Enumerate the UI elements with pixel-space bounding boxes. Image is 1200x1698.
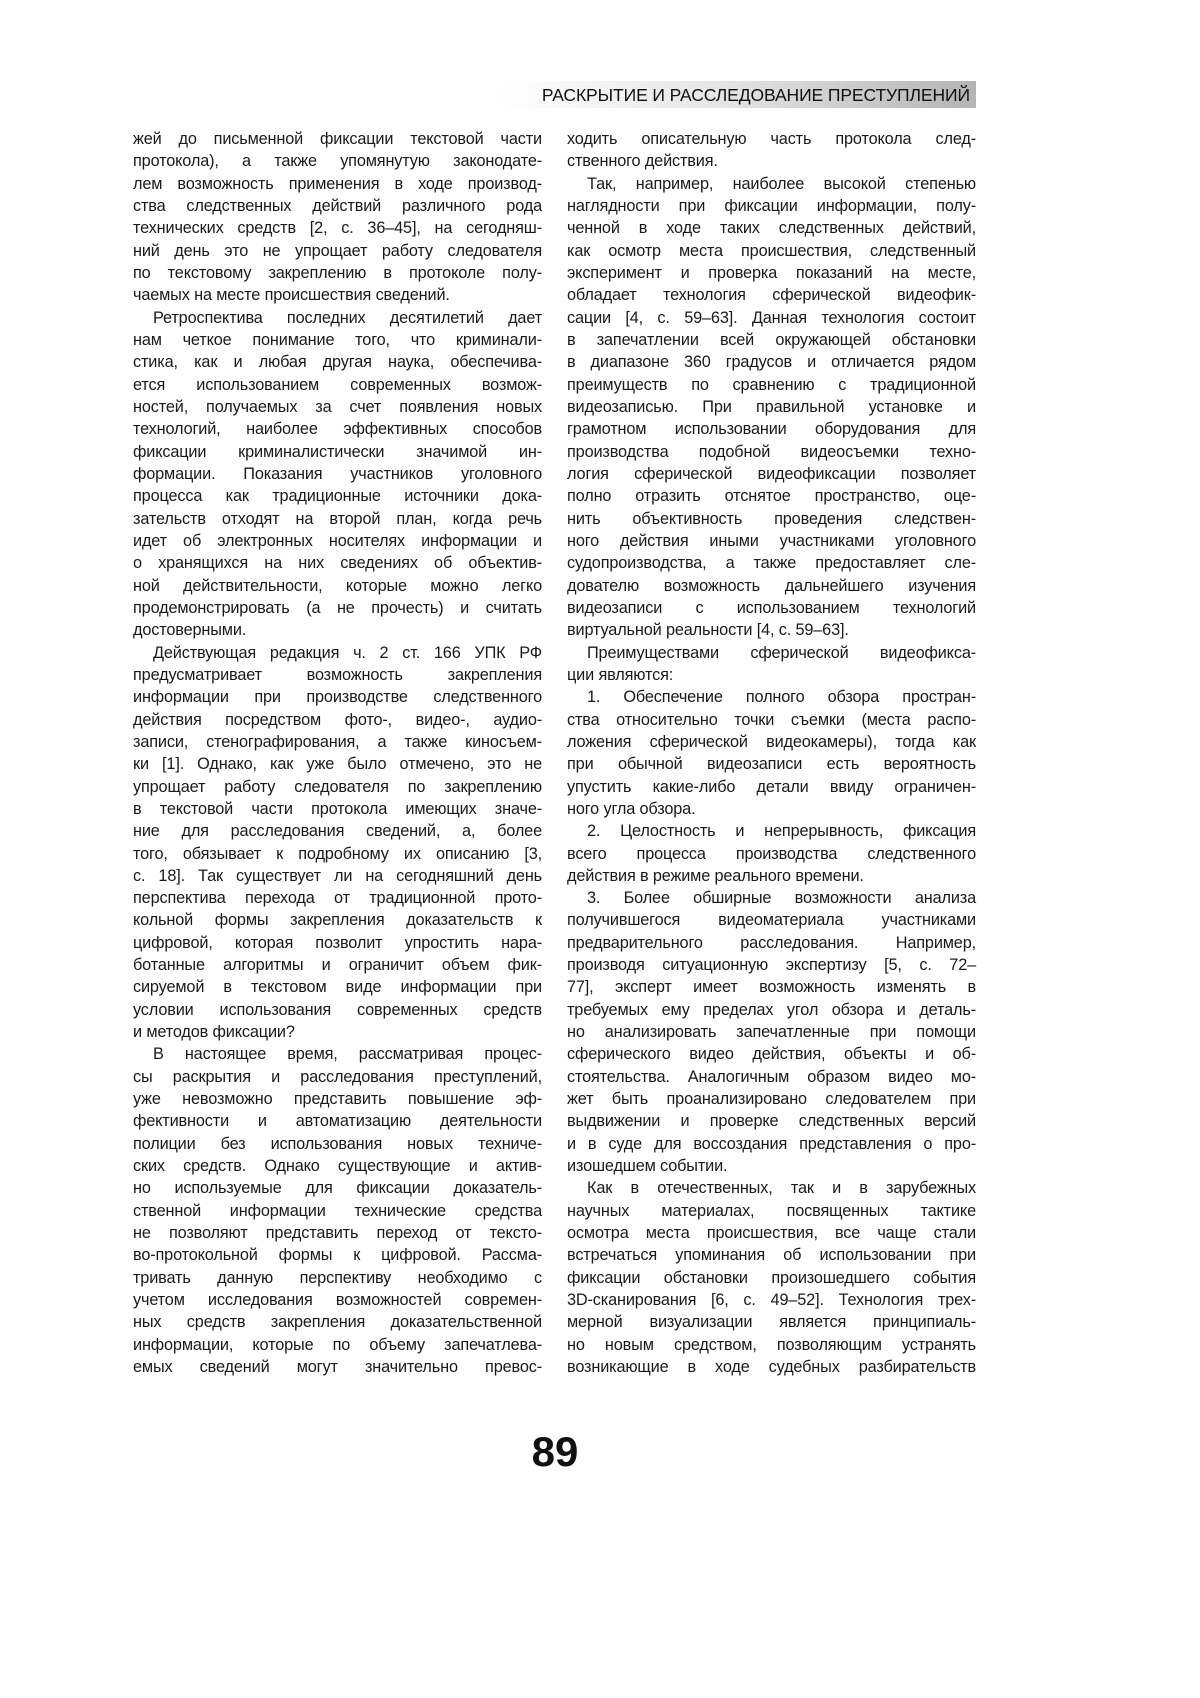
text-line: Как в отечественных, так и в зарубежных	[567, 1177, 976, 1199]
text-line: фективности и автоматизацию деятельности	[133, 1110, 542, 1132]
text-line: перспектива перехода от традиционной прото-	[133, 887, 542, 909]
text-line: ние для расследования сведений, а, более	[133, 820, 542, 842]
text-line: осмотра места происшествия, все чаще стали	[567, 1222, 976, 1244]
text-line: протокола), а также упомянутую законодате-	[133, 150, 542, 172]
text-line: фиксации обстановки произошедшего события	[567, 1267, 976, 1289]
paragraph	[567, 128, 976, 173]
paragraph	[133, 642, 542, 1044]
text-line: ства следственных действий различного рода	[133, 195, 542, 217]
text-line: но новым средством, позволяющим устранять	[567, 1334, 976, 1356]
text-line: цифровой, которая позволит упростить нара-	[133, 932, 542, 954]
text-line: фиксации криминалистически значимой ин-	[133, 441, 542, 463]
text-line: в текстовой части протокола имеющих значе-	[133, 798, 542, 820]
text-line: предварительного расследования. Например,	[567, 932, 976, 954]
text-line: ется использованием современных возмож-	[133, 374, 542, 396]
text-line: дователю возможность дальнейшего изучения	[567, 575, 976, 597]
text-line: записи, стенографирования, а также киносъем-	[133, 731, 542, 753]
text-line: 3D-сканирования [6, с. 49–52]. Технология трех-	[567, 1289, 976, 1311]
text-line: ной действительности, которые можно легко	[133, 575, 542, 597]
text-line: продемонстрировать (а не прочесть) и считать	[133, 597, 542, 619]
text-line: ботанные алгоритмы и ограничит объем фик-	[133, 954, 542, 976]
text-line: как осмотр места происшествия, следственный	[567, 240, 976, 262]
paragraph	[567, 1177, 976, 1378]
text-line: 1. Обеспечение полного обзора простран-	[567, 686, 976, 708]
text-line: и методов фиксации?	[133, 1021, 542, 1043]
text-line: действия в режиме реального времени.	[567, 865, 976, 887]
text-line: возникающие в ходе судебных разбирательств	[567, 1356, 976, 1378]
text-line: жет быть проанализировано следователем при	[567, 1088, 976, 1110]
text-line: сации [4, с. 59–63]. Данная технология состоит	[567, 307, 976, 329]
text-line: ных средств закрепления доказательственной	[133, 1311, 542, 1333]
paragraph	[567, 820, 976, 887]
left-column	[133, 128, 542, 1378]
text-line: информации при производстве следственного	[133, 686, 542, 708]
text-line: по текстовому закреплению в протоколе полу-	[133, 262, 542, 284]
text-line: получившегося видеоматериала участниками	[567, 909, 976, 931]
text-line: всего процесса производства следственного	[567, 843, 976, 865]
text-line: не позволяют представить переход от тексто-	[133, 1222, 542, 1244]
text-line: зательств отходят на второй план, когда речь	[133, 508, 542, 530]
text-line: ственного действия.	[567, 150, 976, 172]
text-line: учетом исследования возможностей современ-	[133, 1289, 542, 1311]
text-line: идет об электронных носителях информации и	[133, 530, 542, 552]
text-line: выдвижении и проверке следственных версий	[567, 1110, 976, 1132]
text-line: ний день это не упрощает работу следователя	[133, 240, 542, 262]
text-line: сферического видео действия, объекты и об-	[567, 1043, 976, 1065]
text-line: видеозаписи с использованием технологий	[567, 597, 976, 619]
text-line: ложения сферической видеокамеры), тогда как	[567, 731, 976, 753]
text-line: тривать данную перспективу необходимо с	[133, 1267, 542, 1289]
text-line: В настоящее время, рассматривая процес-	[133, 1043, 542, 1065]
text-line: но анализировать запечатленные при помощи	[567, 1021, 976, 1043]
text-line: ного угла обзора.	[567, 798, 976, 820]
text-line: виртуальной реальности [4, с. 59–63].	[567, 619, 976, 641]
text-line: достоверными.	[133, 619, 542, 641]
text-line: при обычной видеозаписи есть вероятность	[567, 753, 976, 775]
text-line: в диапазоне 360 градусов и отличается рядом	[567, 351, 976, 373]
running-header-title: РАСКРЫТИЕ И РАССЛЕДОВАНИЕ ПРЕСТУПЛЕНИЙ	[542, 85, 970, 106]
text-line: мерной визуализации является принципиаль-	[567, 1311, 976, 1333]
text-line: и в суде для воссоздания представления о про-	[567, 1133, 976, 1155]
text-line: действия посредством фото-, видео-, аудио-	[133, 709, 542, 731]
paragraph	[567, 686, 976, 820]
text-line: научных материалах, посвященных тактике	[567, 1200, 976, 1222]
text-line: производя ситуационную экспертизу [5, с. 72–	[567, 954, 976, 976]
text-line: кольной формы закрепления доказательств к	[133, 909, 542, 931]
text-line: с. 18]. Так существует ли на сегодняшний день	[133, 865, 542, 887]
text-line: изошедшем событии.	[567, 1155, 976, 1177]
text-line: преимуществ по сравнению с традиционной	[567, 374, 976, 396]
text-line: чаемых на месте происшествия сведений.	[133, 284, 542, 306]
text-line: наглядности при фиксации информации, полу-	[567, 195, 976, 217]
paragraph	[133, 1043, 542, 1378]
text-line: Действующая редакция ч. 2 ст. 166 УПК РФ	[133, 642, 542, 664]
paragraph	[567, 173, 976, 642]
text-line: полиции без использования новых техниче-	[133, 1133, 542, 1155]
text-line: стоятельства. Аналогичным образом видео мо-	[567, 1066, 976, 1088]
text-line: лем возможность применения в ходе производ-	[133, 173, 542, 195]
text-line: условии использования современных средств	[133, 999, 542, 1021]
text-line: нам четкое понимание того, что криминали-	[133, 329, 542, 351]
text-line: судопроизводства, а также предоставляет сле-	[567, 552, 976, 574]
text-line: ностей, получаемых за счет появления новых	[133, 396, 542, 418]
text-line: грамотном использовании оборудования для	[567, 418, 976, 440]
text-line: 2. Целостность и непрерывность, фиксация	[567, 820, 976, 842]
paragraph	[567, 887, 976, 1177]
text-line: производства подобной видеосъемки техно-	[567, 441, 976, 463]
text-line: ного действия иными участниками уголовного	[567, 530, 976, 552]
text-line: ки [1]. Однако, как уже было отмечено, это не	[133, 753, 542, 775]
text-line: процесса как традиционные источники дока-	[133, 485, 542, 507]
page-number: 89	[0, 1428, 1110, 1476]
text-line: требуемых ему пределах угол обзора и деталь-	[567, 999, 976, 1021]
text-line: Ретроспектива последних десятилетий дает	[133, 307, 542, 329]
text-line: технических средств [2, с. 36–45], на сегодняш-	[133, 217, 542, 239]
text-line: информации, которые по объему запечатлева-	[133, 1334, 542, 1356]
text-line: ченной в ходе таких следственных действий,	[567, 217, 976, 239]
text-line: упрощает работу следователя по закреплению	[133, 776, 542, 798]
text-line: стика, как и любая другая наука, обеспечива-	[133, 351, 542, 373]
text-line: эксперимент и проверка показаний на месте,	[567, 262, 976, 284]
text-line: о хранящихся на них сведениях об объектив-	[133, 552, 542, 574]
text-line: ции являются:	[567, 664, 976, 686]
text-line: видеозаписью. При правильной установке и	[567, 396, 976, 418]
text-line: логия сферической видеофиксации позволяет	[567, 463, 976, 485]
text-line: Преимуществами сферической видеофикса-	[567, 642, 976, 664]
text-line: 77], эксперт имеет возможность изменять в	[567, 976, 976, 998]
text-line: ходить описательную часть протокола след-	[567, 128, 976, 150]
paragraph	[567, 642, 976, 687]
text-line: сы раскрытия и расследования преступлений,	[133, 1066, 542, 1088]
text-line: Так, например, наиболее высокой степенью	[567, 173, 976, 195]
text-line: нить объективность проведения следствен-	[567, 508, 976, 530]
text-line: предусматривает возможность закрепления	[133, 664, 542, 686]
paragraph	[133, 307, 542, 642]
text-line: ских средств. Однако существующие и актив-	[133, 1155, 542, 1177]
text-line: того, обязывает к подробному их описанию [3,	[133, 843, 542, 865]
text-line: во-протокольной формы к цифровой. Рассма-	[133, 1244, 542, 1266]
text-line: ственной информации технические средства	[133, 1200, 542, 1222]
text-line: сируемой в текстовом виде информации при	[133, 976, 542, 998]
text-line: уже невозможно представить повышение эф-	[133, 1088, 542, 1110]
text-line: 3. Более обширные возможности анализа	[567, 887, 976, 909]
text-line: упустить какие-либо детали ввиду ограничен-	[567, 776, 976, 798]
text-line: жей до письменной фиксации текстовой части	[133, 128, 542, 150]
text-line: обладает технология сферической видеофик-	[567, 284, 976, 306]
text-line: в запечатлении всей окружающей обстановки	[567, 329, 976, 351]
text-line: полно отразить отснятое пространство, оце-	[567, 485, 976, 507]
text-line: ства относительно точки съемки (места распо-	[567, 709, 976, 731]
text-line: встречаться упоминания об использовании при	[567, 1244, 976, 1266]
text-line: емых сведений могут значительно превос-	[133, 1356, 542, 1378]
paragraph	[133, 128, 542, 307]
text-line: формации. Показания участников уголовного	[133, 463, 542, 485]
text-line: но используемые для фиксации доказатель-	[133, 1177, 542, 1199]
text-line: технологий, наиболее эффективных способов	[133, 418, 542, 440]
right-column	[567, 128, 976, 1378]
